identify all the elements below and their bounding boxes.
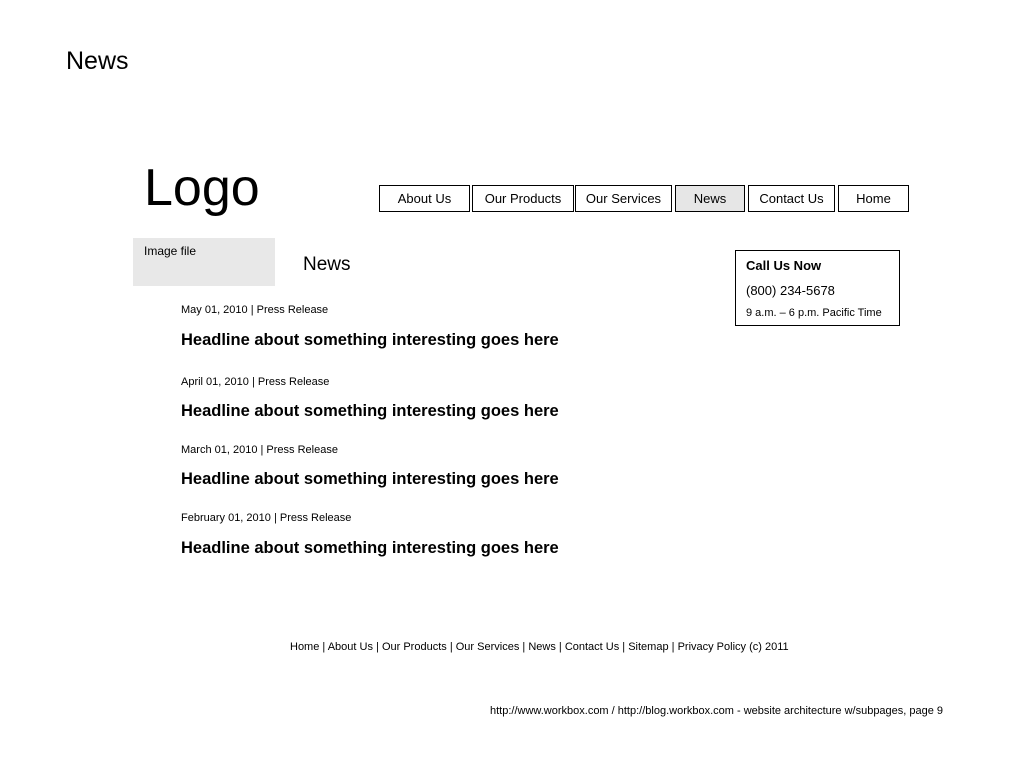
nav-item-our-services[interactable]: Our Services [575, 185, 672, 212]
slide-title: News [66, 47, 129, 75]
news-item-meta: April 01, 2010 | Press Release [181, 376, 330, 388]
footer-link-about-us[interactable]: About Us [327, 641, 373, 653]
footer-link-contact-us[interactable]: Contact Us [564, 641, 620, 653]
news-item-headline[interactable]: Headline about something interesting goes here [181, 402, 559, 420]
footer-copyright: (c) 2011 [749, 641, 789, 653]
news-item-headline[interactable]: Headline about something interesting goes here [181, 470, 559, 488]
footer-link-our-products[interactable]: Our Products [381, 641, 447, 653]
nav-item-contact-us[interactable]: Contact Us [748, 185, 835, 212]
footer-link-home[interactable]: Home [290, 641, 320, 653]
nav-item-our-products[interactable]: Our Products [472, 185, 574, 212]
news-item-date: April 01, 2010 [181, 376, 249, 388]
footer-nav: Home | About Us | Our Products | Our Services | News | Contact Us | Sitemap | Privacy Policy (c) 2011 [290, 641, 789, 653]
call-us-heading: Call Us Now [746, 258, 822, 273]
news-item-headline[interactable]: Headline about something interesting goes here [181, 539, 559, 557]
news-item-type: Press Release [279, 512, 352, 524]
section-title: News [303, 254, 351, 275]
logo[interactable]: Logo [144, 159, 260, 217]
image-placeholder [133, 238, 275, 286]
call-us-box [735, 250, 900, 326]
nav-item-about-us[interactable]: About Us [379, 185, 470, 212]
image-placeholder-label: Image file [144, 244, 197, 258]
source-caption: http://www.workbox.com / http://blog.workbox.com - website architecture w/subpages, page 9 [490, 705, 944, 717]
nav-item-news[interactable]: News [675, 185, 745, 212]
news-item-type: Press Release [256, 304, 329, 316]
call-us-hours: 9 a.m. – 6 p.m. Pacific Time [746, 307, 882, 319]
footer-link-sitemap[interactable]: Sitemap [628, 641, 669, 653]
news-item-date: February 01, 2010 [181, 512, 271, 524]
news-item-date: March 01, 2010 [181, 444, 258, 456]
news-item-headline[interactable]: Headline about something interesting goes here [181, 331, 559, 349]
news-item-date: May 01, 2010 [181, 304, 248, 316]
footer-link-our-services[interactable]: Our Services [455, 641, 520, 653]
footer-link-news[interactable]: News [528, 641, 556, 653]
news-item-type: Press Release [266, 444, 338, 456]
nav-item-home[interactable]: Home [838, 185, 909, 212]
news-item-meta: May 01, 2010 | Press Release [181, 304, 329, 316]
call-us-phone[interactable]: (800) 234-5678 [746, 283, 835, 298]
footer-link-privacy-policy[interactable]: Privacy Policy [677, 641, 747, 653]
news-item-meta: March 01, 2010 | Press Release [181, 444, 338, 456]
news-item-type: Press Release [257, 376, 330, 388]
news-item-meta: February 01, 2010 | Press Release [181, 512, 352, 524]
